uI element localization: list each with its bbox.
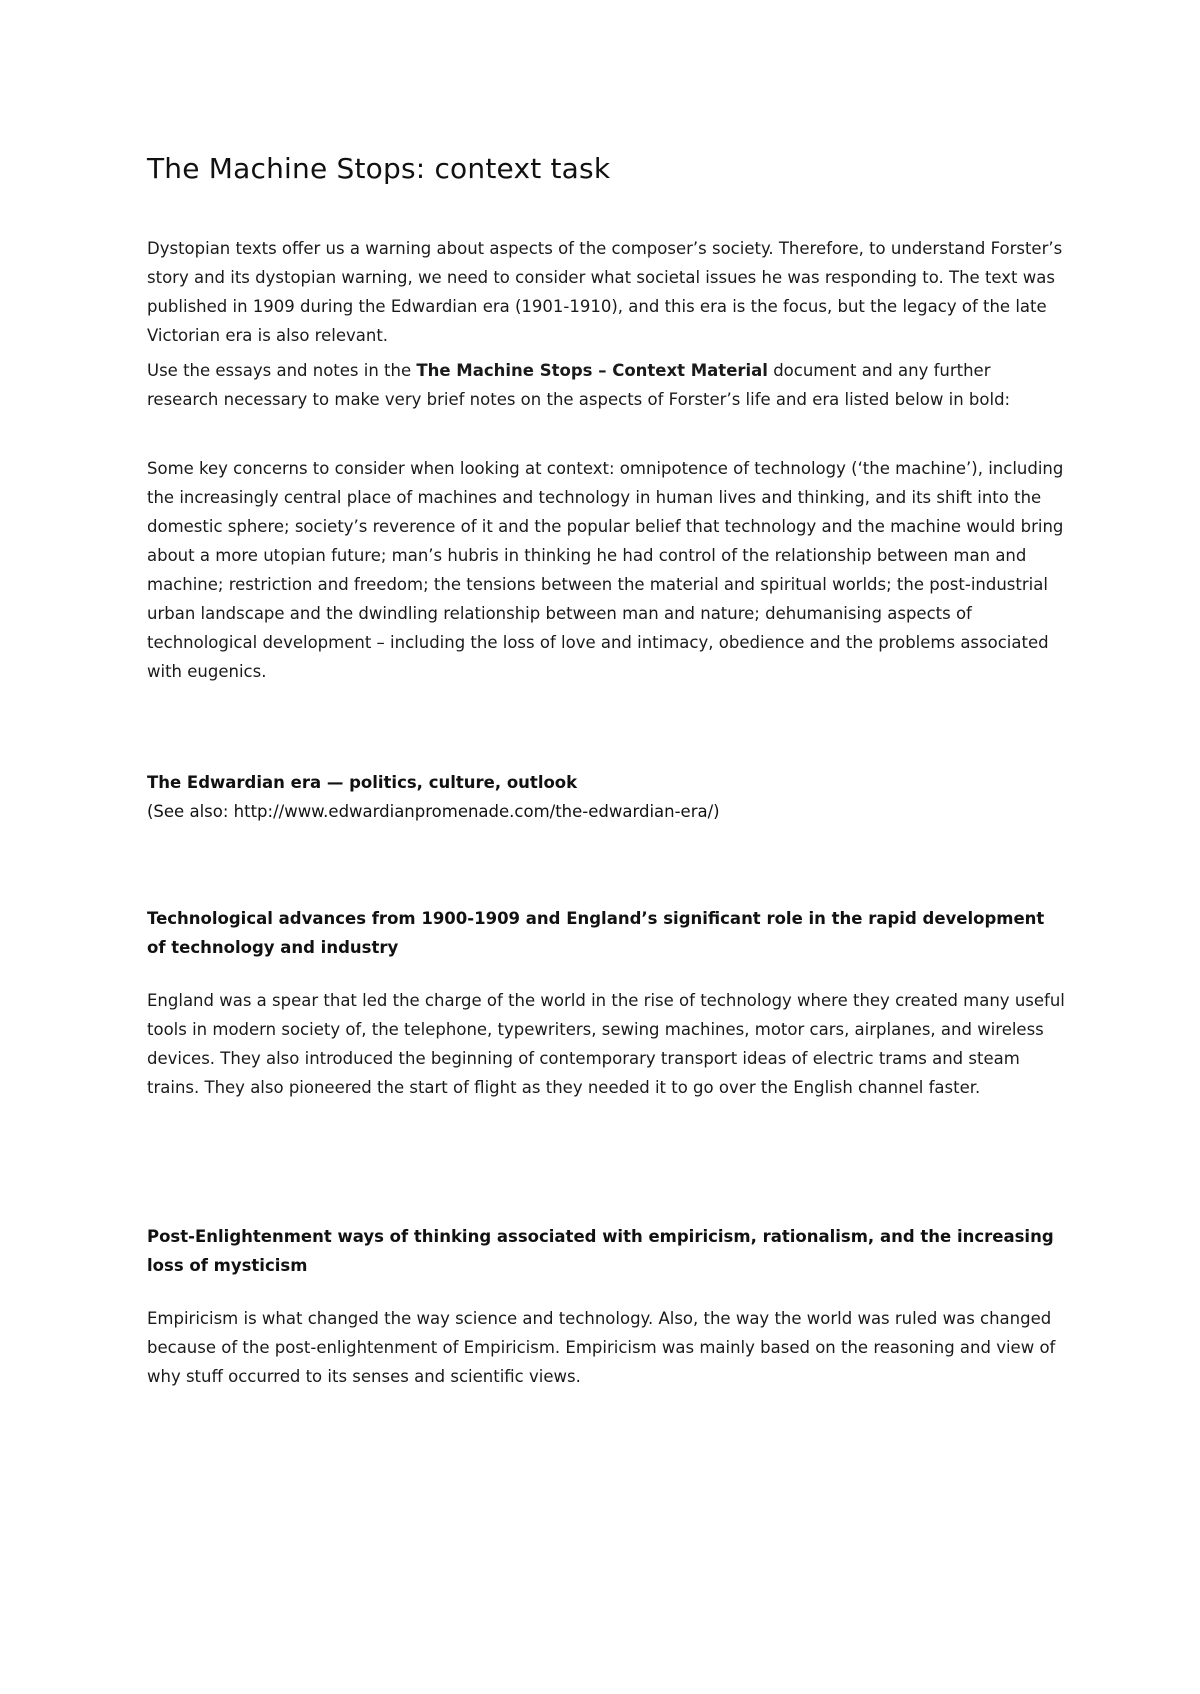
instructions-text-after: document and any further research necessary to make very brief notes on the aspects of Forster’s life and era listed below in bold: (147, 361, 1011, 409)
section-heading-technological-advances: Technological advances from 1900-1909 and England’s significant role in the rapid development of technology and industry (147, 909, 1045, 957)
intro-paragraph: Dystopian texts offer us a warning about aspects of the composer’s society. Therefore, to understand Forster’s story and its dystopian warning, we need to consider what societal issues he was responding to. The text was published in 1909 during the Edwardian era (1901-1910), and this era is the focus, but the legacy of the late Victorian era is also relevant. (147, 239, 1063, 345)
see-also-link[interactable]: (See also: http://www.edwardianpromenade.com/the-edwardian-era/) (147, 802, 720, 821)
section-heading-edwardian-era: The Edwardian era — politics, culture, outlook (147, 773, 578, 792)
technological-advances-body: England was a spear that led the charge of the world in the rise of technology where they created many useful tools in modern society of, the telephone, typewriters, sewing machines, motor cars, airplanes, and wireless devices. They also introduced the beginning of contemporary transport ideas of electric trams and steam trains. They also pioneered the start of flight as they needed it to go over the English channel faster. (147, 991, 1065, 1097)
context-material-doc-name: The Machine Stops – Context Material (416, 361, 768, 380)
post-enlightenment-body: Empiricism is what changed the way science and technology. Also, the way the world was ruled was changed because of the post-enlightenment of Empiricism. Empiricism was mainly based on the reasoning and view of why stuff occurred to its senses and scientific views. (147, 1309, 1056, 1386)
instructions-paragraph (147, 356, 1067, 414)
key-concerns-paragraph: Some key concerns to consider when looking at context: omnipotence of technology (‘the machine’), including the increasingly central place of machines and technology in human lives and thinking, and its shift into the domestic sphere; society’s reverence of it and the popular belief that technology and the machine would bring about a more utopian future; man’s hubris in thinking he had control of the relationship between man and machine; restriction and freedom; the tensions between the material and spiritual worlds; the post-industrial urban landscape and the dwindling relationship between man and nature; dehumanising aspects of technological development – including the loss of love and intimacy, obedience and the problems associated with eugenics. (147, 459, 1064, 681)
document-title: The Machine Stops: context task (147, 152, 611, 185)
section-heading-post-enlightenment: Post-Enlightenment ways of thinking associated with empiricism, rationalism, and the increasing loss of mysticism (147, 1227, 1054, 1275)
instructions-text-before: Use the essays and notes in the (147, 361, 417, 380)
